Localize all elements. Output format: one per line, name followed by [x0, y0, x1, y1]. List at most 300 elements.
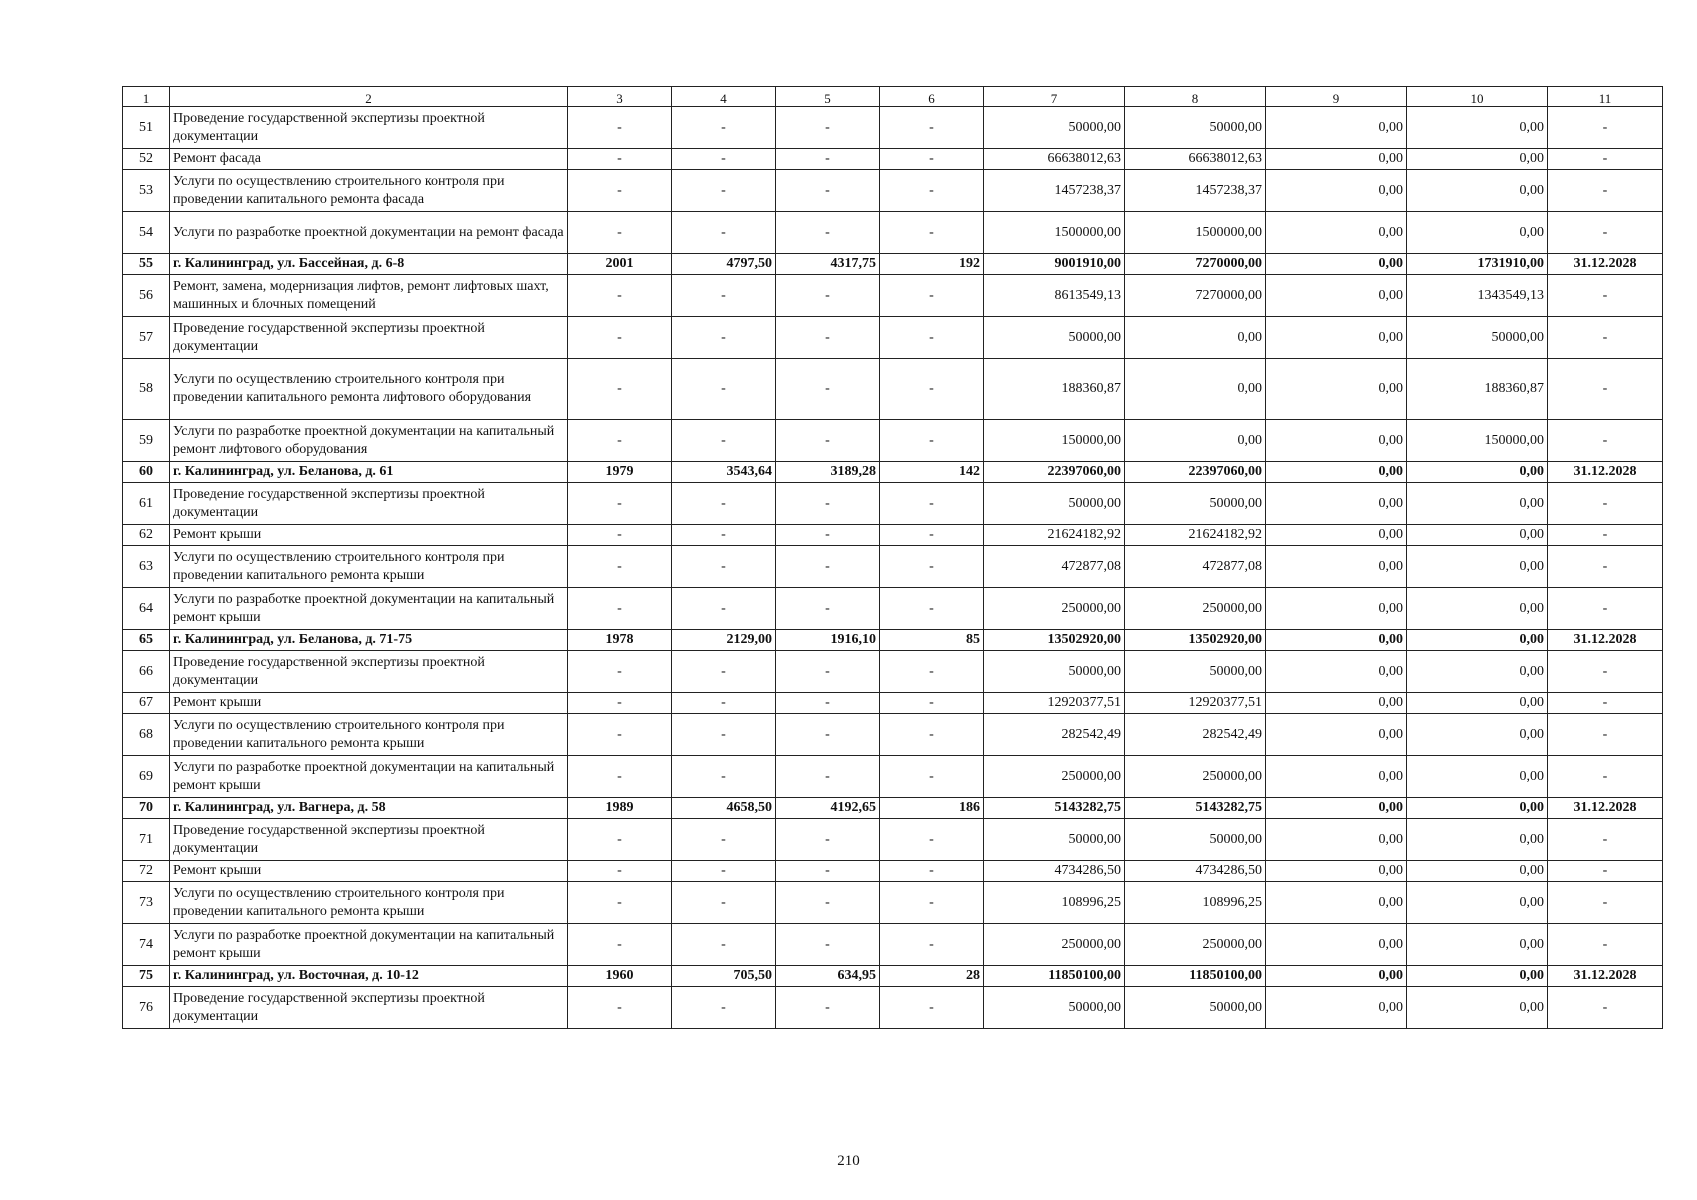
work-name-cell: Проведение государственной экспертизы проектной документации — [170, 651, 568, 693]
residents-cell: - — [880, 149, 984, 170]
year-cell: - — [568, 546, 672, 588]
owner-cost-cell: 1343549,13 — [1407, 275, 1548, 317]
budget-cost-cell: 0,00 — [1266, 420, 1407, 462]
year-cell: - — [568, 149, 672, 170]
year-cell: - — [568, 359, 672, 420]
fund-cost-cell: 13502920,00 — [1125, 630, 1266, 651]
work-row — [123, 924, 1663, 966]
fund-cost-cell: 7270000,00 — [1125, 275, 1266, 317]
owner-cost-cell: 0,00 — [1407, 987, 1548, 1029]
work-name-cell: Услуги по разработке проектной документации на капитальный ремонт крыши — [170, 756, 568, 798]
total-area-cell: - — [672, 275, 776, 317]
owner-cost-cell: 1731910,00 — [1407, 254, 1548, 275]
total-area-cell: 2129,00 — [672, 630, 776, 651]
deadline-cell: - — [1548, 882, 1663, 924]
column-header-9: 9 — [1266, 87, 1407, 107]
total-cost-cell: 108996,25 — [984, 882, 1125, 924]
total-area-cell: 4797,50 — [672, 254, 776, 275]
year-cell: 1960 — [568, 966, 672, 987]
deadline-cell: - — [1548, 651, 1663, 693]
work-name-cell: Услуги по разработке проектной документации на капитальный ремонт крыши — [170, 588, 568, 630]
total-area-cell: - — [672, 107, 776, 149]
column-header-8: 8 — [1125, 87, 1266, 107]
deadline-cell: - — [1548, 149, 1663, 170]
owner-cost-cell: 0,00 — [1407, 212, 1548, 254]
work-row — [123, 756, 1663, 798]
fund-cost-cell: 1457238,37 — [1125, 170, 1266, 212]
total-cost-cell: 22397060,00 — [984, 462, 1125, 483]
repair-program-table-page — [122, 86, 1662, 1029]
total-area-cell: - — [672, 987, 776, 1029]
premises-area-cell: - — [776, 714, 880, 756]
fund-cost-cell: 22397060,00 — [1125, 462, 1266, 483]
budget-cost-cell: 0,00 — [1266, 966, 1407, 987]
year-cell: 1989 — [568, 798, 672, 819]
deadline-cell: 31.12.2028 — [1548, 462, 1663, 483]
work-name-cell: г. Калининград, ул. Беланова, д. 71-75 — [170, 630, 568, 651]
total-area-cell: - — [672, 359, 776, 420]
total-cost-cell: 66638012,63 — [984, 149, 1125, 170]
budget-cost-cell: 0,00 — [1266, 170, 1407, 212]
budget-cost-cell: 0,00 — [1266, 693, 1407, 714]
owner-cost-cell: 0,00 — [1407, 630, 1548, 651]
fund-cost-cell: 50000,00 — [1125, 483, 1266, 525]
work-row — [123, 149, 1663, 170]
total-area-cell: - — [672, 588, 776, 630]
row-number-cell: 68 — [123, 714, 170, 756]
total-area-cell: - — [672, 882, 776, 924]
premises-area-cell: - — [776, 987, 880, 1029]
row-number-cell: 72 — [123, 861, 170, 882]
deadline-cell: 31.12.2028 — [1548, 798, 1663, 819]
deadline-cell: - — [1548, 317, 1663, 359]
work-row — [123, 588, 1663, 630]
total-area-cell: - — [672, 149, 776, 170]
work-name-cell: Услуги по осуществлению строительного контроля при проведении капитального ремонта крыши — [170, 714, 568, 756]
total-cost-cell: 50000,00 — [984, 107, 1125, 149]
residents-cell: - — [880, 882, 984, 924]
row-number-cell: 56 — [123, 275, 170, 317]
owner-cost-cell: 0,00 — [1407, 819, 1548, 861]
row-number-cell: 57 — [123, 317, 170, 359]
year-cell: - — [568, 212, 672, 254]
total-cost-cell: 11850100,00 — [984, 966, 1125, 987]
row-number-cell: 63 — [123, 546, 170, 588]
budget-cost-cell: 0,00 — [1266, 275, 1407, 317]
deadline-cell: - — [1548, 212, 1663, 254]
deadline-cell: - — [1548, 756, 1663, 798]
row-number-cell: 66 — [123, 651, 170, 693]
budget-cost-cell: 0,00 — [1266, 924, 1407, 966]
owner-cost-cell: 0,00 — [1407, 651, 1548, 693]
fund-cost-cell: 12920377,51 — [1125, 693, 1266, 714]
premises-area-cell: - — [776, 420, 880, 462]
total-area-cell: - — [672, 924, 776, 966]
row-number-cell: 52 — [123, 149, 170, 170]
premises-area-cell: - — [776, 170, 880, 212]
premises-area-cell: 4192,65 — [776, 798, 880, 819]
work-row — [123, 819, 1663, 861]
total-cost-cell: 250000,00 — [984, 756, 1125, 798]
total-area-cell: - — [672, 483, 776, 525]
premises-area-cell: - — [776, 212, 880, 254]
row-number-cell: 71 — [123, 819, 170, 861]
total-cost-cell: 50000,00 — [984, 987, 1125, 1029]
premises-area-cell: - — [776, 819, 880, 861]
owner-cost-cell: 0,00 — [1407, 861, 1548, 882]
deadline-cell: - — [1548, 275, 1663, 317]
fund-cost-cell: 66638012,63 — [1125, 149, 1266, 170]
work-name-cell: Ремонт крыши — [170, 693, 568, 714]
total-cost-cell: 188360,87 — [984, 359, 1125, 420]
work-name-cell: Проведение государственной экспертизы проектной документации — [170, 987, 568, 1029]
owner-cost-cell: 0,00 — [1407, 966, 1548, 987]
residents-cell: - — [880, 212, 984, 254]
total-cost-cell: 1457238,37 — [984, 170, 1125, 212]
fund-cost-cell: 282542,49 — [1125, 714, 1266, 756]
year-cell: - — [568, 170, 672, 212]
budget-cost-cell: 0,00 — [1266, 651, 1407, 693]
residents-cell: - — [880, 756, 984, 798]
work-row — [123, 275, 1663, 317]
residents-cell: 186 — [880, 798, 984, 819]
total-cost-cell: 150000,00 — [984, 420, 1125, 462]
work-row — [123, 212, 1663, 254]
year-cell: - — [568, 882, 672, 924]
residents-cell: - — [880, 987, 984, 1029]
work-row — [123, 693, 1663, 714]
row-number-cell: 73 — [123, 882, 170, 924]
total-area-cell: - — [672, 546, 776, 588]
total-area-cell: - — [672, 693, 776, 714]
column-header-11: 11 — [1548, 87, 1663, 107]
deadline-cell: - — [1548, 359, 1663, 420]
work-row — [123, 525, 1663, 546]
budget-cost-cell: 0,00 — [1266, 107, 1407, 149]
premises-area-cell: - — [776, 483, 880, 525]
residents-cell: - — [880, 924, 984, 966]
total-area-cell: 705,50 — [672, 966, 776, 987]
row-number-cell: 69 — [123, 756, 170, 798]
deadline-cell: 31.12.2028 — [1548, 254, 1663, 275]
fund-cost-cell: 5143282,75 — [1125, 798, 1266, 819]
year-cell: 1978 — [568, 630, 672, 651]
work-name-cell: Услуги по разработке проектной документации на ремонт фасада — [170, 212, 568, 254]
total-cost-cell: 50000,00 — [984, 483, 1125, 525]
deadline-cell: - — [1548, 819, 1663, 861]
budget-cost-cell: 0,00 — [1266, 630, 1407, 651]
budget-cost-cell: 0,00 — [1266, 798, 1407, 819]
house-row — [123, 462, 1663, 483]
work-name-cell: Услуги по осуществлению строительного контроля при проведении капитального ремонта фасада — [170, 170, 568, 212]
work-name-cell: Проведение государственной экспертизы проектной документации — [170, 317, 568, 359]
owner-cost-cell: 0,00 — [1407, 107, 1548, 149]
work-name-cell: г. Калининград, ул. Восточная, д. 10-12 — [170, 966, 568, 987]
work-row — [123, 483, 1663, 525]
premises-area-cell: - — [776, 861, 880, 882]
total-cost-cell: 13502920,00 — [984, 630, 1125, 651]
deadline-cell: - — [1548, 861, 1663, 882]
row-number-cell: 51 — [123, 107, 170, 149]
residents-cell: - — [880, 170, 984, 212]
work-name-cell: Услуги по разработке проектной документации на капитальный ремонт крыши — [170, 924, 568, 966]
total-cost-cell: 5143282,75 — [984, 798, 1125, 819]
residents-cell: - — [880, 714, 984, 756]
work-name-cell: г. Калининград, ул. Беланова, д. 61 — [170, 462, 568, 483]
fund-cost-cell: 0,00 — [1125, 420, 1266, 462]
fund-cost-cell: 0,00 — [1125, 359, 1266, 420]
deadline-cell: - — [1548, 420, 1663, 462]
row-number-cell: 61 — [123, 483, 170, 525]
premises-area-cell: - — [776, 359, 880, 420]
residents-cell: - — [880, 107, 984, 149]
residents-cell: - — [880, 275, 984, 317]
budget-cost-cell: 0,00 — [1266, 819, 1407, 861]
fund-cost-cell: 472877,08 — [1125, 546, 1266, 588]
total-cost-cell: 472877,08 — [984, 546, 1125, 588]
fund-cost-cell: 50000,00 — [1125, 987, 1266, 1029]
residents-cell: 85 — [880, 630, 984, 651]
residents-cell: - — [880, 483, 984, 525]
owner-cost-cell: 0,00 — [1407, 588, 1548, 630]
work-row — [123, 714, 1663, 756]
residents-cell: - — [880, 525, 984, 546]
year-cell: 2001 — [568, 254, 672, 275]
work-row — [123, 420, 1663, 462]
fund-cost-cell: 1500000,00 — [1125, 212, 1266, 254]
budget-cost-cell: 0,00 — [1266, 254, 1407, 275]
row-number-cell: 54 — [123, 212, 170, 254]
year-cell: - — [568, 107, 672, 149]
row-number-cell: 65 — [123, 630, 170, 651]
residents-cell: 192 — [880, 254, 984, 275]
row-number-cell: 60 — [123, 462, 170, 483]
total-area-cell: - — [672, 420, 776, 462]
owner-cost-cell: 0,00 — [1407, 882, 1548, 924]
fund-cost-cell: 250000,00 — [1125, 924, 1266, 966]
budget-cost-cell: 0,00 — [1266, 714, 1407, 756]
deadline-cell: - — [1548, 546, 1663, 588]
premises-area-cell: - — [776, 317, 880, 359]
column-header-6: 6 — [880, 87, 984, 107]
total-cost-cell: 9001910,00 — [984, 254, 1125, 275]
residents-cell: - — [880, 651, 984, 693]
deadline-cell: - — [1548, 107, 1663, 149]
budget-cost-cell: 0,00 — [1266, 317, 1407, 359]
budget-cost-cell: 0,00 — [1266, 212, 1407, 254]
owner-cost-cell: 50000,00 — [1407, 317, 1548, 359]
deadline-cell: - — [1548, 693, 1663, 714]
owner-cost-cell: 0,00 — [1407, 756, 1548, 798]
column-header-3: 3 — [568, 87, 672, 107]
premises-area-cell: 1916,10 — [776, 630, 880, 651]
premises-area-cell: - — [776, 756, 880, 798]
owner-cost-cell: 150000,00 — [1407, 420, 1548, 462]
total-area-cell: - — [672, 212, 776, 254]
fund-cost-cell: 7270000,00 — [1125, 254, 1266, 275]
column-header-4: 4 — [672, 87, 776, 107]
total-cost-cell: 8613549,13 — [984, 275, 1125, 317]
year-cell: - — [568, 317, 672, 359]
budget-cost-cell: 0,00 — [1266, 483, 1407, 525]
premises-area-cell: - — [776, 275, 880, 317]
budget-cost-cell: 0,00 — [1266, 359, 1407, 420]
fund-cost-cell: 50000,00 — [1125, 651, 1266, 693]
total-cost-cell: 50000,00 — [984, 819, 1125, 861]
residents-cell: - — [880, 819, 984, 861]
work-name-cell: Ремонт крыши — [170, 525, 568, 546]
year-cell: - — [568, 420, 672, 462]
total-area-cell: - — [672, 714, 776, 756]
fund-cost-cell: 11850100,00 — [1125, 966, 1266, 987]
premises-area-cell: - — [776, 107, 880, 149]
work-row — [123, 359, 1663, 420]
budget-cost-cell: 0,00 — [1266, 882, 1407, 924]
total-area-cell: - — [672, 525, 776, 546]
deadline-cell: - — [1548, 588, 1663, 630]
budget-cost-cell: 0,00 — [1266, 987, 1407, 1029]
owner-cost-cell: 0,00 — [1407, 798, 1548, 819]
year-cell: - — [568, 714, 672, 756]
premises-area-cell: - — [776, 588, 880, 630]
page-number: 210 — [837, 1153, 860, 1169]
work-name-cell: г. Калининград, ул. Вагнера, д. 58 — [170, 798, 568, 819]
house-row — [123, 254, 1663, 275]
row-number-cell: 62 — [123, 525, 170, 546]
total-cost-cell: 4734286,50 — [984, 861, 1125, 882]
work-row — [123, 546, 1663, 588]
repair-program-table — [122, 86, 1663, 1029]
owner-cost-cell: 0,00 — [1407, 149, 1548, 170]
owner-cost-cell: 0,00 — [1407, 525, 1548, 546]
total-cost-cell: 50000,00 — [984, 317, 1125, 359]
work-name-cell: Проведение государственной экспертизы проектной документации — [170, 483, 568, 525]
premises-area-cell: 634,95 — [776, 966, 880, 987]
row-number-cell: 53 — [123, 170, 170, 212]
column-header-10: 10 — [1407, 87, 1548, 107]
year-cell: - — [568, 588, 672, 630]
owner-cost-cell: 0,00 — [1407, 546, 1548, 588]
premises-area-cell: - — [776, 924, 880, 966]
work-row — [123, 317, 1663, 359]
year-cell: - — [568, 756, 672, 798]
work-name-cell: Услуги по осуществлению строительного контроля при проведении капитального ремонта крыши — [170, 882, 568, 924]
work-row — [123, 987, 1663, 1029]
total-cost-cell: 282542,49 — [984, 714, 1125, 756]
budget-cost-cell: 0,00 — [1266, 149, 1407, 170]
work-row — [123, 170, 1663, 212]
house-row — [123, 798, 1663, 819]
row-number-cell: 67 — [123, 693, 170, 714]
column-header-2: 2 — [170, 87, 568, 107]
total-area-cell: - — [672, 317, 776, 359]
total-area-cell: - — [672, 819, 776, 861]
premises-area-cell: 3189,28 — [776, 462, 880, 483]
work-row — [123, 861, 1663, 882]
column-header-5: 5 — [776, 87, 880, 107]
budget-cost-cell: 0,00 — [1266, 546, 1407, 588]
year-cell: - — [568, 525, 672, 546]
year-cell: - — [568, 924, 672, 966]
work-name-cell: Услуги по осуществлению строительного контроля при проведении капитального ремонта лифтового оборудования — [170, 359, 568, 420]
owner-cost-cell: 0,00 — [1407, 924, 1548, 966]
year-cell: - — [568, 819, 672, 861]
residents-cell: - — [880, 588, 984, 630]
fund-cost-cell: 50000,00 — [1125, 107, 1266, 149]
fund-cost-cell: 108996,25 — [1125, 882, 1266, 924]
residents-cell: - — [880, 546, 984, 588]
column-number-header-row — [123, 87, 1663, 107]
row-number-cell: 76 — [123, 987, 170, 1029]
work-name-cell: Услуги по разработке проектной документации на капитальный ремонт лифтового оборудования — [170, 420, 568, 462]
residents-cell: 28 — [880, 966, 984, 987]
premises-area-cell: - — [776, 882, 880, 924]
deadline-cell: 31.12.2028 — [1548, 966, 1663, 987]
total-cost-cell: 250000,00 — [984, 924, 1125, 966]
owner-cost-cell: 188360,87 — [1407, 359, 1548, 420]
work-name-cell: Проведение государственной экспертизы проектной документации — [170, 107, 568, 149]
work-row — [123, 107, 1663, 149]
residents-cell: - — [880, 317, 984, 359]
budget-cost-cell: 0,00 — [1266, 525, 1407, 546]
row-number-cell: 75 — [123, 966, 170, 987]
house-row — [123, 630, 1663, 651]
premises-area-cell: - — [776, 651, 880, 693]
residents-cell: - — [880, 359, 984, 420]
total-cost-cell: 250000,00 — [984, 588, 1125, 630]
column-header-1: 1 — [123, 87, 170, 107]
residents-cell: 142 — [880, 462, 984, 483]
year-cell: - — [568, 987, 672, 1029]
owner-cost-cell: 0,00 — [1407, 483, 1548, 525]
year-cell: - — [568, 275, 672, 317]
row-number-cell: 70 — [123, 798, 170, 819]
premises-area-cell: - — [776, 693, 880, 714]
house-row — [123, 966, 1663, 987]
deadline-cell: - — [1548, 924, 1663, 966]
fund-cost-cell: 250000,00 — [1125, 756, 1266, 798]
residents-cell: - — [880, 693, 984, 714]
total-area-cell: - — [672, 170, 776, 212]
premises-area-cell: - — [776, 149, 880, 170]
owner-cost-cell: 0,00 — [1407, 170, 1548, 212]
year-cell: - — [568, 861, 672, 882]
row-number-cell: 64 — [123, 588, 170, 630]
fund-cost-cell: 50000,00 — [1125, 819, 1266, 861]
budget-cost-cell: 0,00 — [1266, 462, 1407, 483]
deadline-cell: - — [1548, 525, 1663, 546]
total-area-cell: - — [672, 756, 776, 798]
year-cell: - — [568, 651, 672, 693]
total-cost-cell: 21624182,92 — [984, 525, 1125, 546]
year-cell: - — [568, 693, 672, 714]
work-name-cell: Ремонт фасада — [170, 149, 568, 170]
total-area-cell: - — [672, 651, 776, 693]
row-number-cell: 74 — [123, 924, 170, 966]
year-cell: 1979 — [568, 462, 672, 483]
premises-area-cell: 4317,75 — [776, 254, 880, 275]
row-number-cell: 58 — [123, 359, 170, 420]
year-cell: - — [568, 483, 672, 525]
work-name-cell: г. Калининград, ул. Бассейная, д. 6-8 — [170, 254, 568, 275]
total-area-cell: - — [672, 861, 776, 882]
owner-cost-cell: 0,00 — [1407, 693, 1548, 714]
residents-cell: - — [880, 861, 984, 882]
work-row — [123, 651, 1663, 693]
deadline-cell: - — [1548, 987, 1663, 1029]
deadline-cell: - — [1548, 483, 1663, 525]
work-name-cell: Ремонт, замена, модернизация лифтов, ремонт лифтовых шахт, машинных и блочных помещений — [170, 275, 568, 317]
